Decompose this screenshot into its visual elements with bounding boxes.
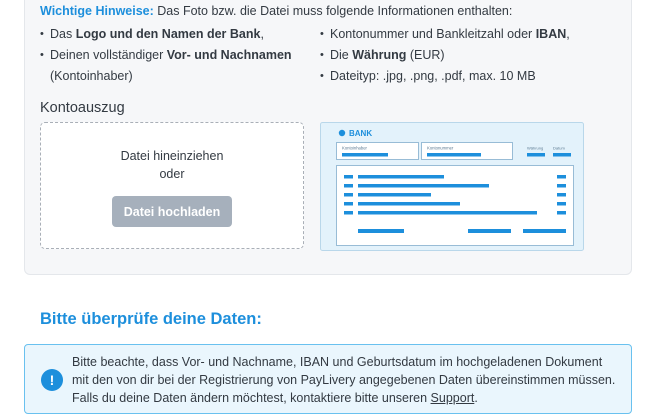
bank-logo-dot-icon xyxy=(339,130,345,136)
requirement-text: , xyxy=(566,27,570,41)
support-link[interactable]: Support xyxy=(430,391,475,405)
review-title: Bitte überprüfe deine Daten: xyxy=(40,310,262,328)
transaction-amount xyxy=(557,175,566,179)
requirement-item xyxy=(40,24,310,45)
currency-value-bar xyxy=(527,153,545,157)
requirement-item xyxy=(320,66,620,87)
requirement-text: Deinen vollständiger xyxy=(50,48,167,62)
account-label: Kontonummer xyxy=(427,145,454,151)
date-value-bar xyxy=(553,153,571,157)
requirements-list-right xyxy=(320,24,620,87)
requirement-text: (EUR) xyxy=(406,48,445,62)
transaction-amount xyxy=(557,193,566,197)
alert-message xyxy=(72,353,620,407)
transaction-amount xyxy=(557,202,566,206)
requirement-item xyxy=(40,45,310,87)
requirement-text: (Kontoinhaber) xyxy=(50,69,133,83)
requirement-bold: Vor- und Nachnamen xyxy=(166,48,292,62)
notes-heading: Wichtige Hinweise: xyxy=(40,4,154,18)
requirement-item xyxy=(320,24,620,45)
transaction-line xyxy=(358,184,489,188)
transaction-line xyxy=(358,193,431,197)
upload-section-label: Kontoauszug xyxy=(40,100,125,116)
transaction-bullet xyxy=(344,193,353,197)
date-label: Datum xyxy=(553,145,565,151)
exclamation-icon: ! xyxy=(41,369,63,391)
requirement-bold: Logo und den Namen der Bank xyxy=(75,27,261,41)
holder-value-bar xyxy=(342,153,388,157)
alert-body: Bitte beachte, dass Vor- und Nachname, IBAN und Geburtsdatum im hochgeladenen Dokument mit den von dir bei der Registrierung von PayLivery angegebenen Daten übereinstimmen müssen. Falls du deine Daten ändern möchtest, kontaktiere bitte unseren xyxy=(72,355,616,405)
bank-label: BANK xyxy=(349,129,373,138)
requirement-text: Das xyxy=(50,27,76,41)
transaction-amount xyxy=(557,184,566,188)
dropzone-text: Datei hineinziehen xyxy=(120,149,224,163)
transaction-line xyxy=(358,211,537,215)
requirement-text: Kontonummer und Bankleitzahl oder xyxy=(330,27,536,41)
transaction-bullet xyxy=(344,184,353,188)
info-alert xyxy=(24,344,632,414)
transaction-amount xyxy=(557,211,566,215)
upload-file-button[interactable]: Datei hochladen xyxy=(112,196,232,227)
requirement-text: Dateityp: .jpg, .png, .pdf, max. 10 MB xyxy=(330,69,536,83)
requirement-text: , xyxy=(260,27,264,41)
dropzone-or-text: oder xyxy=(159,167,185,181)
transaction-bullet xyxy=(344,202,353,206)
notes-intro: Das Foto bzw. die Datei muss folgende Informationen enthalten: xyxy=(153,4,513,18)
transaction-bullet xyxy=(344,211,353,215)
requirement-bold: Währung xyxy=(352,48,407,62)
transaction-line xyxy=(358,202,460,206)
transaction-bullet xyxy=(344,175,353,179)
total-bar xyxy=(358,229,404,233)
requirements-list-left xyxy=(40,24,310,87)
currency-label: Währung xyxy=(527,145,544,151)
notes-heading-line xyxy=(40,3,512,19)
file-dropzone[interactable] xyxy=(40,122,304,249)
requirement-bold: IBAN xyxy=(535,27,567,41)
requirement-text: Die xyxy=(330,48,353,62)
total-bar xyxy=(468,229,511,233)
alert-end: . xyxy=(474,391,478,405)
bank-statement-example-illustration xyxy=(320,122,584,251)
holder-label: Kontoinhaber xyxy=(342,145,367,151)
requirement-item xyxy=(320,45,620,66)
account-value-bar xyxy=(427,153,481,157)
transaction-line xyxy=(358,175,444,179)
total-bar xyxy=(523,229,566,233)
